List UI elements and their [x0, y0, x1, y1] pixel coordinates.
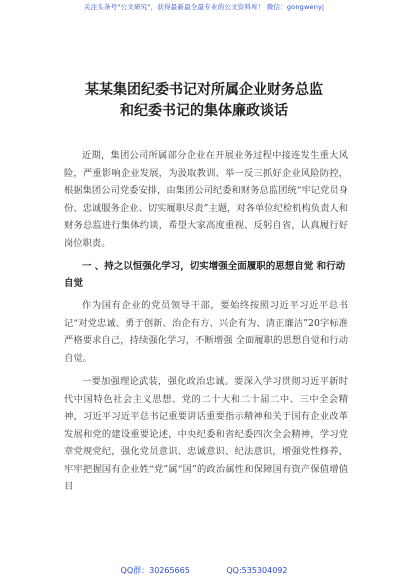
title-line-2: 和纪委书记的集体廉政谈话	[120, 103, 288, 119]
footer-banner	[0, 565, 408, 576]
title-line-1: 某某集团纪委书记对所属企业财务总监	[85, 82, 323, 98]
body-paragraph: 一要加强理论武装，强化政治忠诚。要深入学习贯彻习近平新时代中国特色社会主义思想、党的二十大和二十届二中、三中全会精神，习近平习近平总书记重要讲话重要指示精神和关于国有企业改革发展和党的建设重要论述，中央纪委和省纪委四次全会精神，学习党章党规党纪，强化党员意识、忠诚意识、纪法意识，增强党性修养，牢牢把握国有企业姓“党”属“国”的政治属性和保障国有资产保值增值目	[64, 376, 348, 492]
footer-qq: QQ:535304092	[226, 566, 288, 575]
footer-qq-group: QQ群：30265665	[120, 566, 190, 575]
intro-paragraph: 近期，集团公司所属部分企业在开展业务过程中接连发生重大风险，严重影响企业发展，为汲取教训、举一反三抓好企业风险防控，根据集团公司党委安排，由集团公司纪委和财务总监团统“牢记党员身份、忠诚服务企业、切实履职尽责”主题，对各单位纪检机构负责人和财务总监进行集体约谈，希望大家高度重视、反躬自省，认真履行好岗位职责。	[64, 150, 348, 249]
section-heading-1: 一 、持之以恒强化学习，切实增强全面履职的思想自觉 和行动自觉	[64, 261, 346, 289]
document-title	[40, 80, 368, 122]
header-banner: 关注头条号"公文研究"，获得最新最全最专业的公文资料库！ 微信：gongwenyj	[83, 3, 325, 11]
body-paragraph: 作为国有企业的党员领导干部，要始终按照习近平习近平总书记“对党忠诚、勇于创新、治企有方、兴企有为、清正廉洁”20字标准严格要求自己，持续强化学习，不断增强 全面履职的思想自觉和行动自觉。	[64, 300, 348, 364]
document-body	[64, 147, 348, 502]
